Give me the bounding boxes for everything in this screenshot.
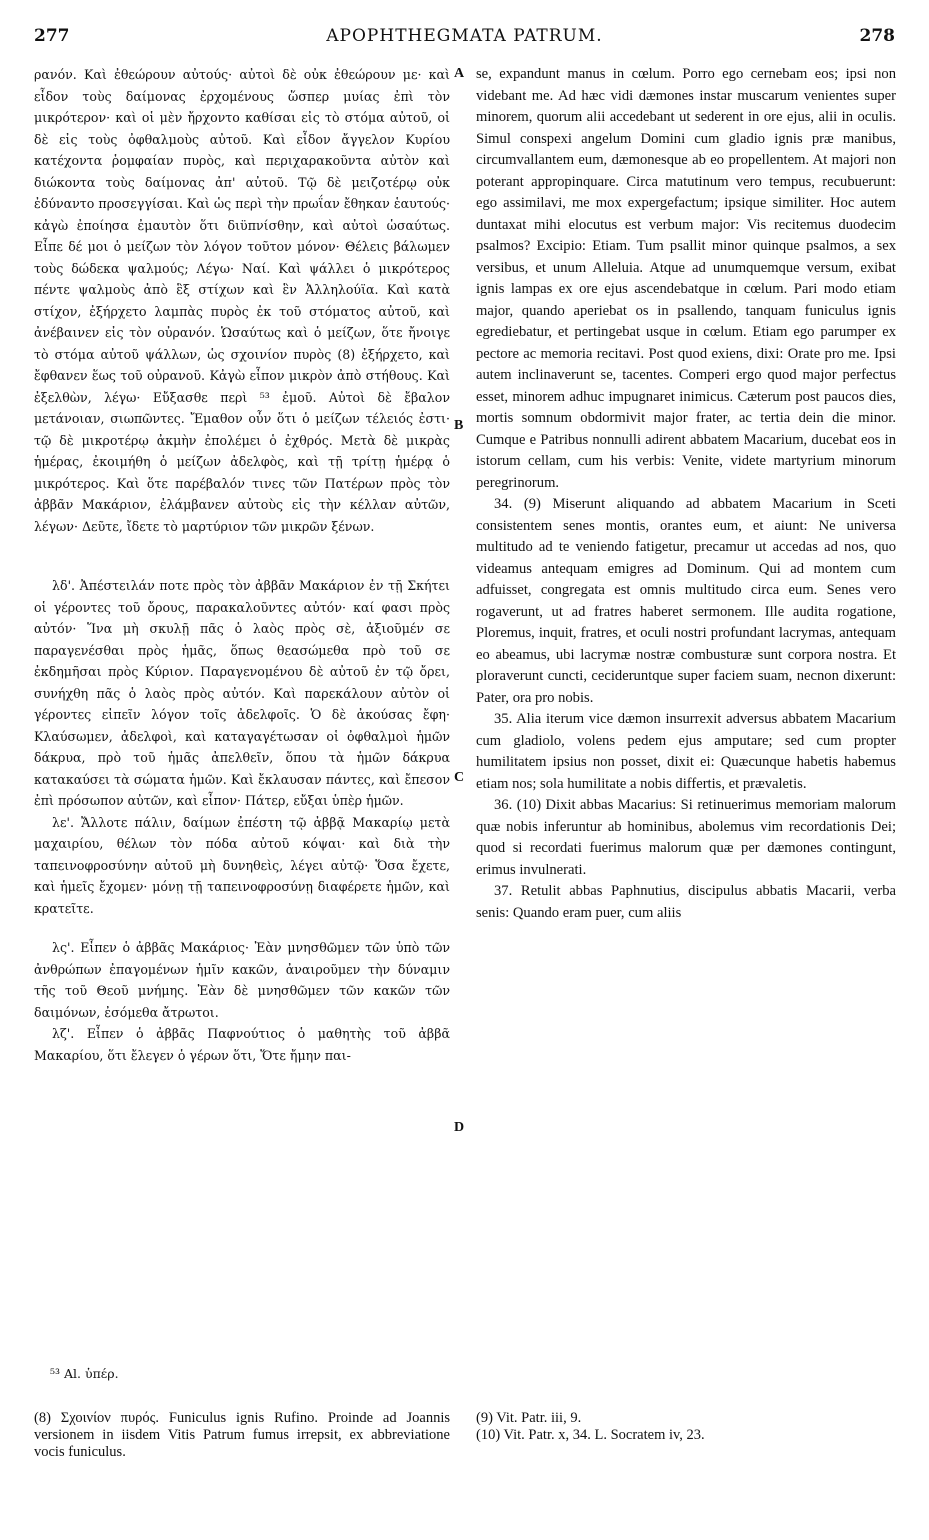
page-number-left: 277 (34, 26, 70, 46)
greek-paragraph: λε'. Ἄλλοτε πάλιν, δαίμων ἐπέστη τῷ ἀββᾷ Μακαρίῳ μετὰ μαχαιρίου, θέλων τὸν πόδα αὐτοῦ κόψαι· καὶ διὰ τὴν ταπεινοφροσύνην αὐτοῦ μὴ δυνηθεὶς, λέγει αὐτῷ· Ὅσα ἔχετε, καὶ ἡμεῖς ἔχομεν· μόνῃ τῇ ταπεινοφροσύνῃ διαφέρετε ἡμῶν, καὶ κρατεῖτε. (34, 814, 450, 916)
margin-marker-d: D (454, 1120, 465, 1135)
latin-paragraph: 35. Alia iterum vice dæmon insurrexit adversus abbatem Macarium cum gladiolo, volens pedem ejus amputare; sed cum propter humilitatem ipsius non posset, dixit ei: Quæcunque habetis habemus etiam nos; sola humilitate a nobis differtis, et prævaletis. (476, 711, 896, 792)
margin-marker-a: A (454, 66, 465, 81)
greek-paragraph: λζ'. Εἶπεν ὁ ἀββᾶς Παφνούτιος ὁ μαθητὴς τοῦ ἀββᾶ Μακαρίου, ὅτι ἔλεγεν ὁ γέρων ὅτι, Ὅτε ἤμην παι- (34, 1026, 450, 1063)
latin-paragraph: 37. Retulit abbas Paphnutius, discipulus abbatis Macarii, verba senis: Quando eram puer, cum aliis (476, 883, 896, 921)
greek-variant-note: ⁵³ Al. ὑπέρ. (50, 1366, 119, 1381)
margin-marker-b: B (454, 418, 464, 433)
greek-paragraph: ρανόν. Καὶ ἐθεώρουν αὐτούς· αὐτοὶ δὲ οὐκ ἐθεώρουν με· καὶ εἶδον τοὺς δαίμονας ἐρχομένους ὥσπερ μυίας ἐπὶ τὸν μικρότερον· καὶ οἱ μὲν ἤρχοντο καθίσαι εἰς τὸ στόμα αὐτοῦ, οἱ δὲ εἰς τοὺς ὀφθαλμοὺς αὐτοῦ. Καὶ εἶδον ἄγγελον Κυρίου κατέχοντα ῥομφαίαν πυρὸς, καὶ περιχαρακοῦντα αὐτὸν καὶ διώκοντα τοὺς δαίμονας ἀπ' αὐτοῦ. Τῷ δὲ μειζοτέρῳ οὐκ ἐδύναντο προσεγγίσαι. Καὶ ὡς περὶ τὴν πρωΐαν ἔθηκαν ἑαυτούς· κἀγὼ ἐποίησα ἐμαυτὸν ὅτι διϋπνίσθην, καὶ αὐτοὶ ὡσαύτως. Εἶπε δέ μοι ὁ μείζων τὸν λόγον τοῦτον μόνον· Θέλεις βάλωμεν τοὺς δώδεκα ψαλμούς; Λέγω· Ναί. Καὶ ψάλλει ὁ μικρότερος πέντε ψαλμοὺς ἀπὸ ἓξ στίχων καὶ ἓν Ἀλληλούϊα. Καὶ κατὰ στίχον, ἐξήρχετο λαμπὰς πυρὸς ἐκ τοῦ στόματος αὐτοῦ, καὶ ἀνέβαινεν εἰς τὸν οὐρανόν. Ὡσαύτως καὶ ὁ μείζων, ὅτε ἤνοιγε τὸ στόμα αὐτοῦ ψάλλων, ὡς σχοινίον πυρὸς (8) ἐξήρχετο, καὶ ἔφθανεν ἕως τοῦ οὐρανοῦ. Κἀγὼ εἶπον μικρὸν ἀπὸ στήθους. Καὶ ἐξελθὼν, λέγω· Εὔξασθε περὶ ⁵³ ἐμοῦ. Αὐτοὶ δὲ ἔβαλον μετάνοιαν, σιωπῶντες. Ἔμαθον οὖν ὅτι ὁ μείζων τέλειός ἐστι· τῷ δὲ μικροτέρῳ ἀκμὴν ἐπολέμει ὁ ἐχθρός. Μετὰ δὲ μικρὰς ἡμέρας, ἐκοιμήθη ὁ μείζων ἀδελφὸς, καὶ τῇ τρίτῃ ἡμέρᾳ ὁ μικρότερος. Καὶ ὅτε παρέβαλόν τινες τῶν Πατέρων πρὸς τὸν ἀββᾶν Μακάριον, ἐλάμβανεν αὐτοὺς εἰς τὴν κέλλαν αὐτῶν, λέγων· Δεῦτε, ἴδετε τὸ μαρτύριον τῶν μικρῶν ξένων. (34, 67, 450, 534)
latin-paragraph: se, expandunt manus in cœlum. Porro ego cernebam eos; ipsi non videbant me. Ad hæc vidi dæmones instar muscarum venientes super minorem, quorum alii accedebant ut sederent in ore ejus, alii in oculis. Simul conspexi angelum Domini cum gladio ignis præ manibus, circumvallantem eum, dæmonesque ab eo propellentem. At majori non poterant appropinquare. Circa matutinum vero tempus, recubuerunt: ego assimilavi, me mox expergefactum; ipsique similiter. Hoc autem duntaxat mihi elocutus est verbum major: Vis recitemus duodecim psalmos? Excipio: Etiam. Tum psallit minor quinque psalmos, a sex versibus, et unum Alleluia. Atque ad unumquemque versum, exibat ignis lampas ex ore ejus ascendebatque in cœlum. Pari modo etiam major, quando aperiebat os in psallendo, tanquam funiculus ignis egrediebatur, et pertingebat usque in cœlum. Etiam ego parumper ex pectore ac memoria recitavi. Post quod exiens, dixi: Orate pro me. Ipsi autem inclinaverunt se, tacentes. Comperi ergo quod major perfectus esset, minorem adhuc impugnaret inimicus. Cæterum post paucos dies, mortis somnum obdormivit major frater, ac tertia dein die minor. Cumque e Patribus nonnulli adirent abbatem Macarium, ducebat eos in istorum cellam, cum his verbis: Venite, videte martyrium minorum peregrinorum. (476, 66, 896, 491)
footnote-left: (8) Σχοινίον πυρός. Funiculus ignis Rufino. Proinde ad Joannis versionem in iisdem Vitis Patrum fumus irrepsit, ex abbreviatione vocis funiculus. (34, 1410, 450, 1460)
running-header (34, 26, 895, 56)
greek-column (34, 64, 450, 1066)
latin-paragraph: 36. (10) Dixit abbas Macarius: Si retinuerimus memoriam malorum quæ nobis inferuntur ab hominibus, abolemus vim recordationis Dei; quod si recordati fuerimus malorum quæ per dæmones contingunt, erimus invulnerati. (476, 797, 896, 878)
page-number-right: 278 (859, 26, 895, 46)
latin-paragraph: 34. (9) Miserunt aliquando ad abbatem Macarium in Sceti consistentem senes montis, orantes eum, et aiunt: Ne universa multitudo ad te veniendo fatigetur, precamur ut accedas ad nos, quo videamus antequam emigres ad Dominum. Qui ad montem cum adfuisset, congregata est omnis multitudo circa eum. Senes vero rogaverunt, ut ad fratres haberet sermonem. Ille audita rogatione, Ploremus, inquit, fratres, et oculi nostri profundant lacrymas, antequam eo abeamus, ubi lacrymæ nostræ combusturæ sunt corpora nostra. Et ploraverunt cuncti, cecideruntque super faciem suam, necnon dixerunt: Pater, ora pro nobis. (476, 496, 896, 706)
latin-column (476, 64, 896, 924)
greek-paragraph: λδ'. Ἀπέστειλάν ποτε πρὸς τὸν ἀββᾶν Μακάριον ἐν τῇ Σκήτει οἱ γέροντες τοῦ ὄρους, παρακαλοῦντες αὐτόν· καί φασι πρὸς αὐτόν· Ἵνα μὴ σκυλῇ πᾶς ὁ λαὸς πρὸς σὲ, ἀξιοῦμέν σε παραγενέσθαι πρὸς ἡμᾶς, ὅπως θεασώμεθα πρὸ τοῦ σε ἐκδημῆσαι πρὸς Κύριον. Παραγενομένου δὲ αὐτοῦ ἐν τῷ ὄρει, συνήχθη πᾶς ὁ λαὸς πρὸς αὐτόν. Καὶ παρεκάλουν αὐτὸν οἱ γέροντες εἰπεῖν λόγον τοῖς ἀδελφοῖς. Ὁ δὲ ἀκούσας ἔφη· Κλαύσωμεν, ἀδελφοὶ, καὶ καταγαγέτωσαν οἱ ὀφθαλμοὶ ἡμῶν δάκρυα, πρὸ τοῦ ἡμᾶς ἀπελθεῖν, ὅπου τὰ ἡμῶν δάκρυα κατακαύσει τὰ σώματα ἡμῶν. Καὶ ἔκλαυσαν πάντες, καὶ ἔπεσον ἐπὶ πρόσωπον αὐτῶν, καὶ εἶπον· Πάτερ, εὔξαι ὑπὲρ ἡμῶν. (34, 578, 450, 808)
footnote-10: (10) Vit. Patr. x, 34. L. Socratem iv, 23. (476, 1427, 705, 1443)
greek-paragraph: λς'. Εἶπεν ὁ ἀββᾶς Μακάριος· Ἐὰν μνησθῶμεν τῶν ὑπὸ τῶν ἀνθρώπων ἐπαγομένων ἡμῖν κακῶν, ἀναιροῦμεν τὴν δύναμιν τῆς τοῦ Θεοῦ μνήμης. Ἐὰν δὲ μνησθῶμεν τῶν κακῶν τῶν δαιμόνων, ἐσόμεθα ἄτρωτοι. (34, 940, 450, 1020)
running-title: APOPHTHEGMATA PATRUM. (326, 26, 603, 46)
margin-marker-c: C (454, 770, 465, 785)
footnotes-right (476, 1410, 896, 1444)
footnote-9: (9) Vit. Patr. iii, 9. (476, 1410, 582, 1426)
